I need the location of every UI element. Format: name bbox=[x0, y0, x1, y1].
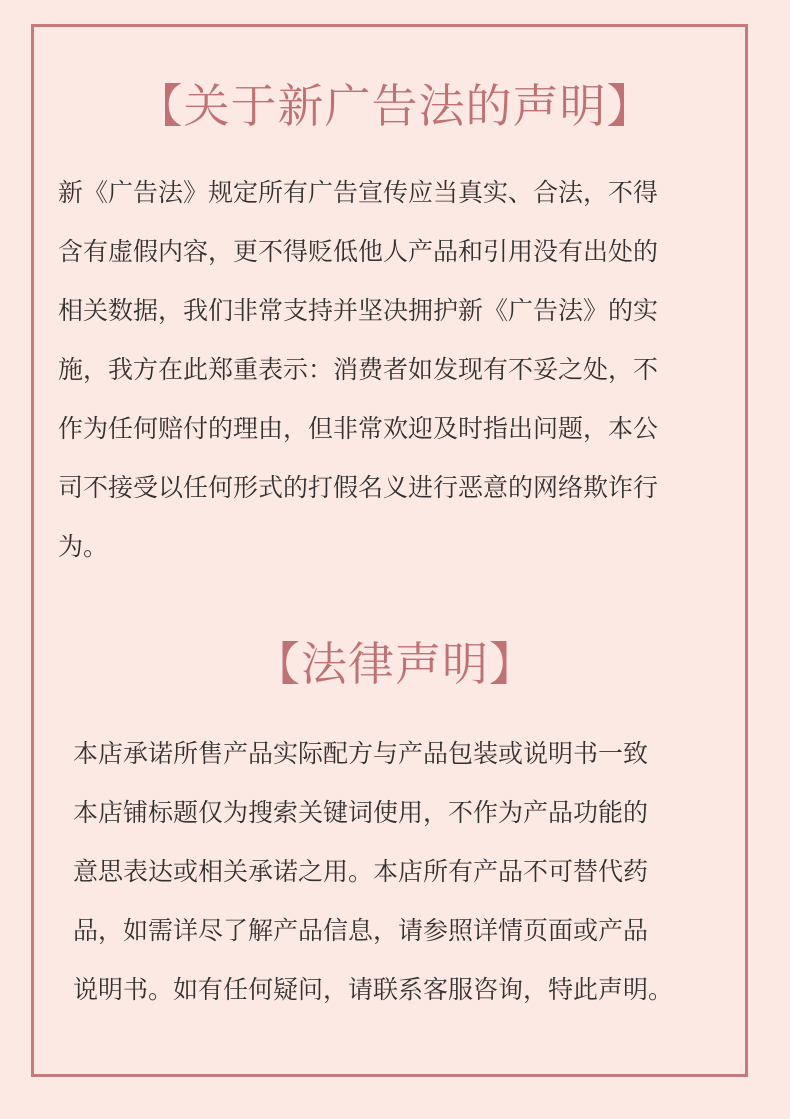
legal-line: 本店承诺所售产品实际配方与产品包装或说明书一致 bbox=[73, 739, 649, 768]
advertising-law-statement bbox=[58, 163, 738, 576]
statement-line: 作为任何赔付的理由，但非常欢迎及时指出问题，本公 bbox=[58, 414, 659, 443]
statement-line: 相关数据，我们非常支持并坚决拥护新《广告法》的实 bbox=[58, 296, 659, 325]
statement-line: 施，我方在此郑重表示：消费者如发现有不妥之处，不 bbox=[58, 355, 659, 384]
statement-line: 为。 bbox=[58, 532, 109, 561]
statement-line: 含有虚假内容，更不得贬低他人产品和引用没有出处的 bbox=[58, 237, 659, 266]
legal-line: 品，如需详尽了解产品信息，请参照详情页面或产品 bbox=[73, 916, 649, 945]
legal-line: 意思表达或相关承诺之用。本店所有产品不可替代药 bbox=[73, 857, 649, 886]
legal-line: 说明书。如有任何疑问，请联系客服咨询，特此声明。 bbox=[73, 975, 674, 1004]
legal-statement bbox=[73, 724, 733, 1019]
legal-line: 本店铺标题仅为搜索关键词使用，不作为产品功能的 bbox=[73, 798, 649, 827]
statement-line: 司不接受以任何形式的打假名义进行恶意的网络欺诈行 bbox=[58, 473, 659, 502]
statement-line: 新《广告法》规定所有广告宣传应当真实、合法，不得 bbox=[58, 178, 659, 207]
legal-statement-heading: 【法律声明】 bbox=[254, 637, 536, 691]
advertising-law-heading: 【关于新广告法的声明】 bbox=[136, 79, 654, 133]
